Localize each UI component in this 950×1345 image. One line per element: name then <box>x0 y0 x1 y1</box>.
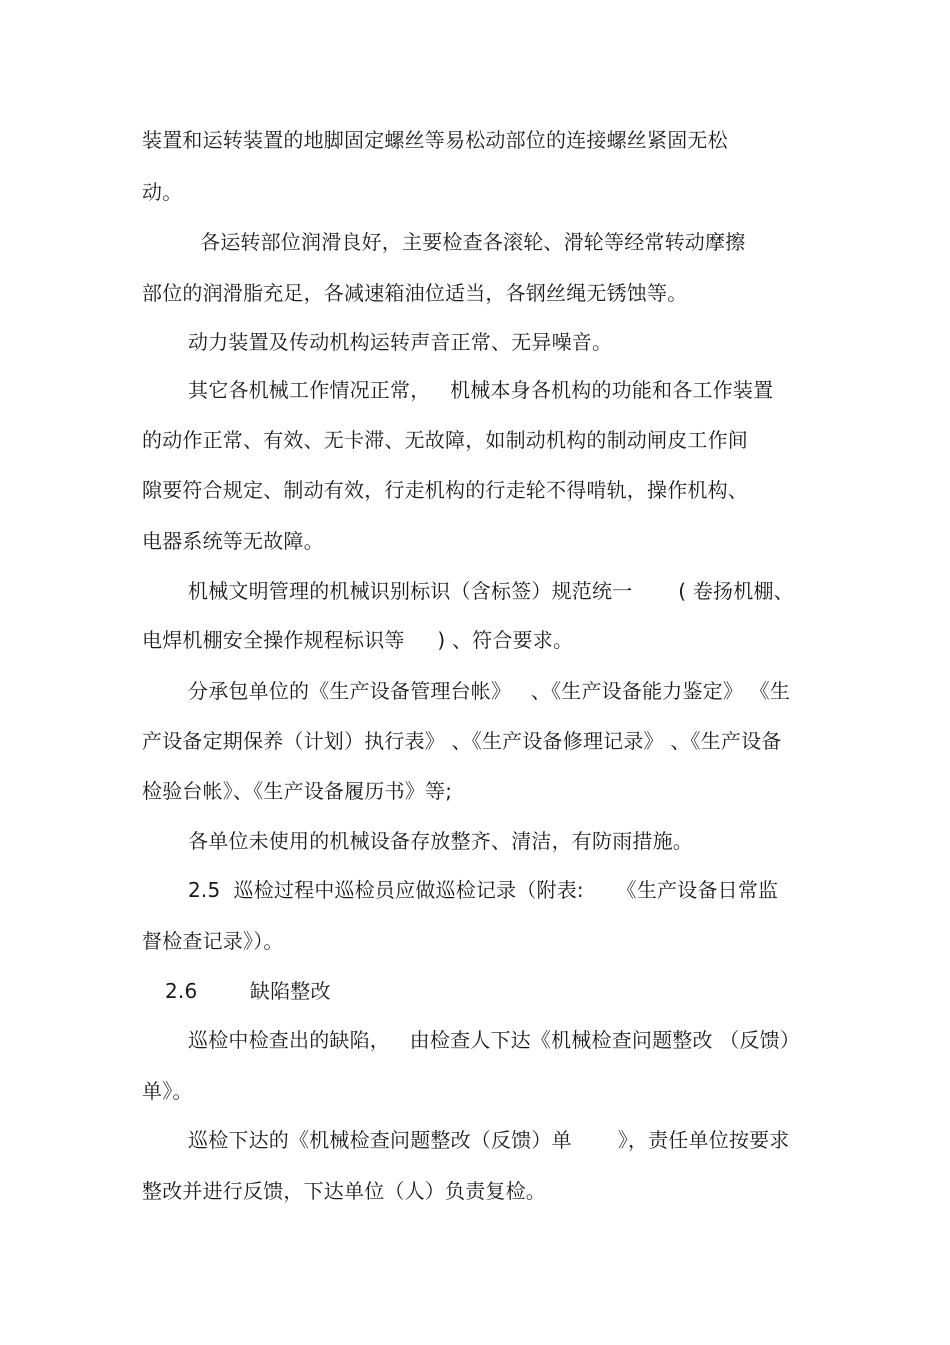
text-line: 2.5 巡检过程中巡检员应做巡检记录（附表: 《生产设备日常监 <box>188 878 779 902</box>
text-line: 巡检下达的《机械检查问题整改（反馈）单 》，责任单位按要求 <box>188 1128 790 1152</box>
text-line: 隙要符合规定、制动有效，行走机构的行走轮不得啃轨，操作机构、 <box>142 478 748 502</box>
text-line: 督检查记录》）。 <box>142 929 284 953</box>
text-line: 部位的润滑脂充足，各减速箱油位适当，各钢丝绳无锈蚀等。 <box>142 281 688 305</box>
section-heading: 2.6 缺陷整改 <box>165 979 331 1003</box>
text-line: 机械文明管理的机械识别标识（含标签）规范统一 ( 卷扬机棚、 <box>188 579 794 603</box>
text-line: 动力装置及传动机构运转声音正常、无异噪音。 <box>188 330 613 354</box>
text-line: 的动作正常、有效、无卡滞、无故障，如制动机构的制动闸皮工作间 <box>142 428 748 452</box>
text-line: 产设备定期保养（计划）执行表》 、《生产设备修理记录》 、《生产设备 <box>142 729 782 753</box>
text-line: 动。 <box>142 180 183 204</box>
text-line: 整改并进行反馈，下达单位（人）负责复检。 <box>142 1179 546 1203</box>
text-line: 各运转部位润滑良好，主要检查各滚轮、滑轮等经常转动摩擦 <box>200 230 746 254</box>
text-line: 分承包单位的《生产设备管理台帐》 、《生产设备能力鉴定》 《生 <box>188 679 791 703</box>
text-line: 装置和运转装置的地脚固定螺丝等易松动部位的连接螺丝紧固无松 <box>142 128 728 152</box>
text-line: 巡检中检查出的缺陷， 由检查人下达《机械检查问题整改 （反馈） <box>188 1028 801 1052</box>
text-line: 电器系统等无故障。 <box>142 529 324 553</box>
text-line: 各单位未使用的机械设备存放整齐、清洁，有防雨措施。 <box>188 829 693 853</box>
text-line: 检验台帐》、《生产设备履历书》等; <box>142 779 453 803</box>
text-line: 电焊机棚安全操作规程标识等 ) 、符合要求。 <box>142 628 574 652</box>
text-line: 其它各机械工作情况正常， 机械本身各机构的功能和各工作装置 <box>188 378 774 402</box>
text-line: 单》。 <box>142 1079 193 1103</box>
